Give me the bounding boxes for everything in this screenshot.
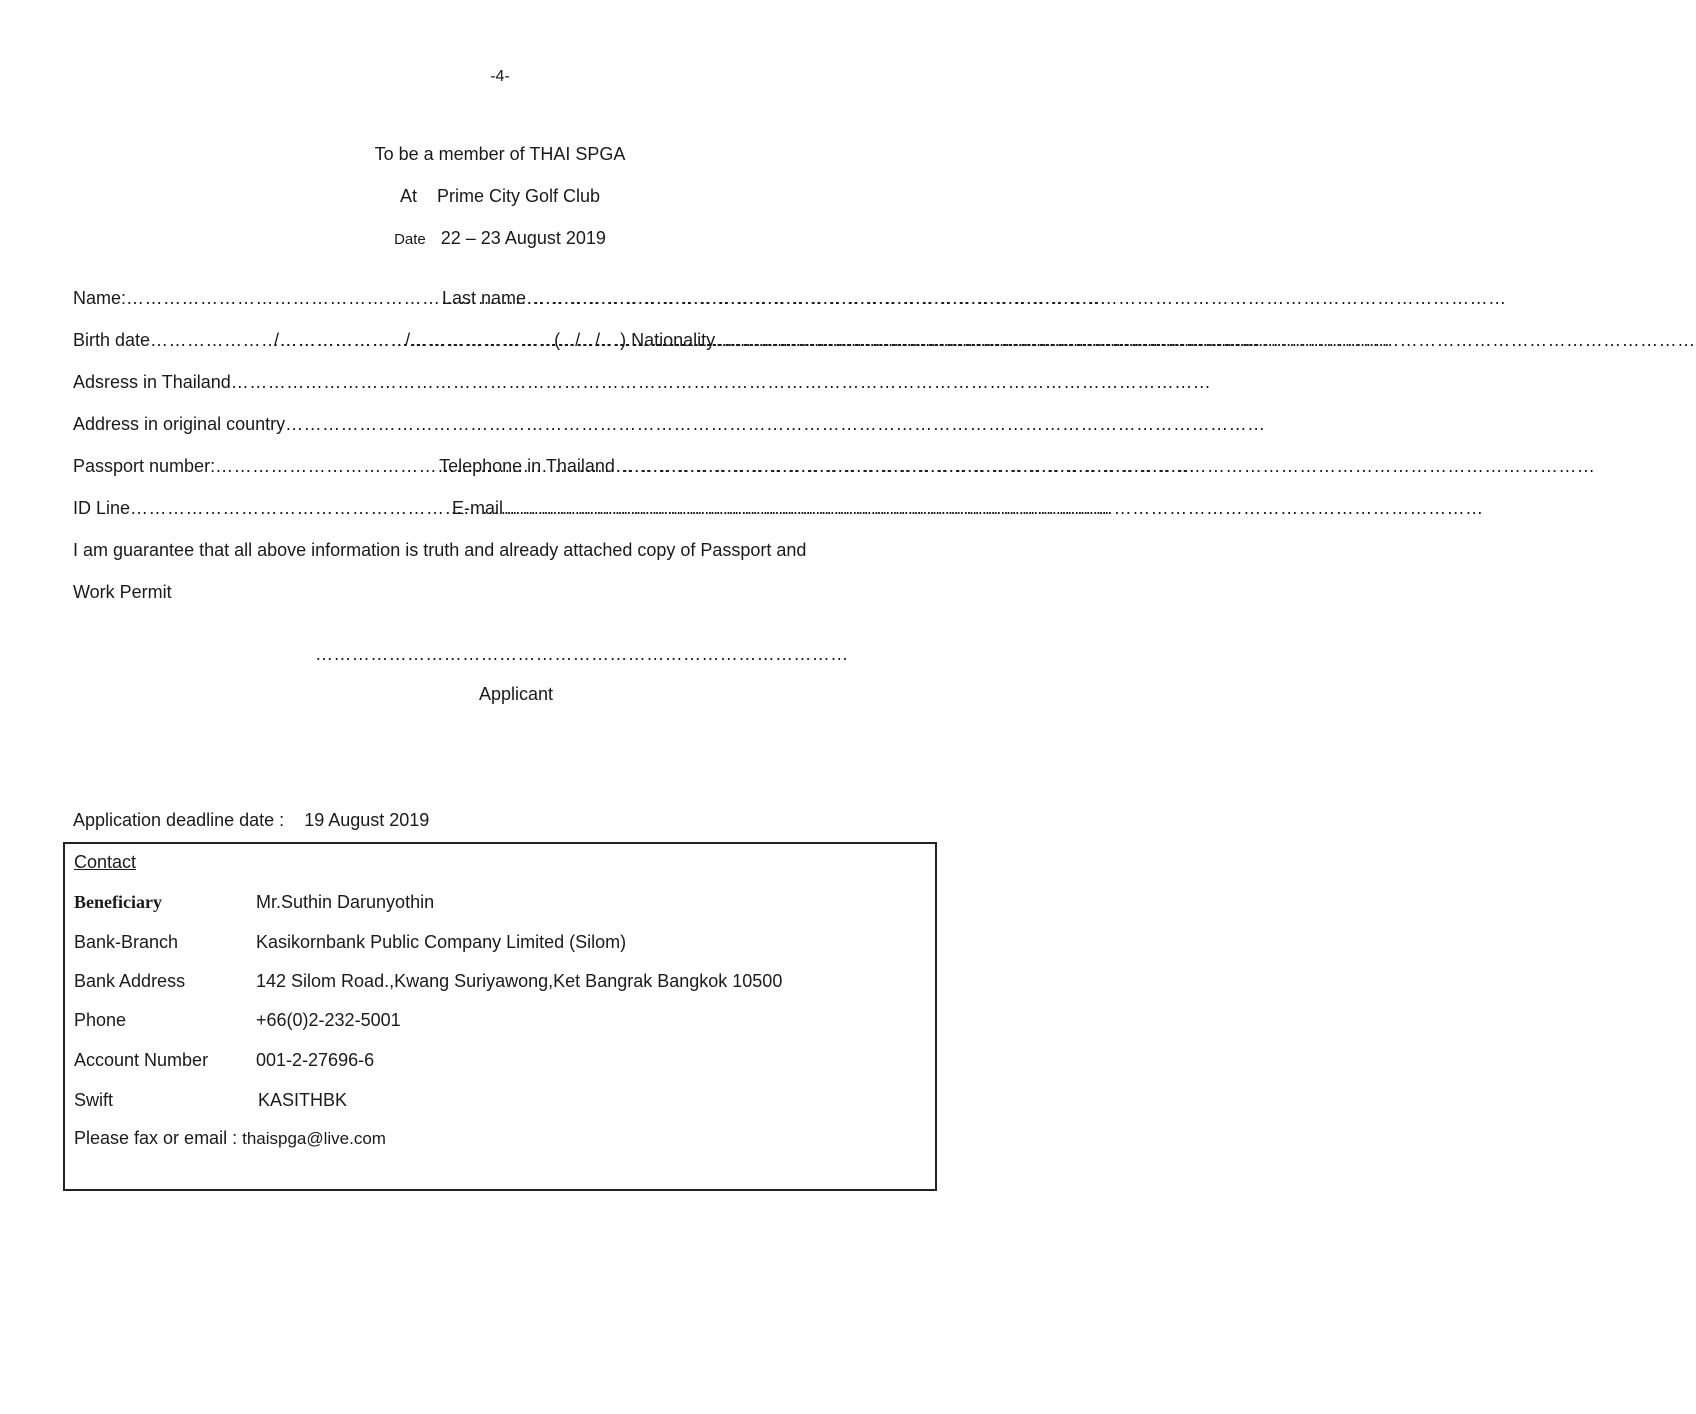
birth-sep-1: / [274,330,280,350]
bank-address-label: Bank Address [74,971,186,991]
birth-month-field[interactable] [279,330,405,351]
applicant-label: Applicant [479,684,554,704]
contact-row-swift [74,1090,347,1114]
beneficiary-value: Mr.Suthin Darunyothin [256,892,435,912]
page-number: -4- [490,68,510,85]
signature-line[interactable]: …………………………………………………………………………… [315,644,849,664]
name-label: Name: [73,288,127,308]
telephone-field[interactable] [615,456,883,477]
contact-row-account-number [74,1050,374,1074]
birth-sep-2: / [405,330,411,350]
deadline-row [73,810,429,831]
form-row-name [73,288,929,314]
birth-date-label: Birth date [73,330,151,350]
bank-address-value: 142 Silom Road.,Kwang Suriyawong,Ket Bangrak Bangkok 10500 [256,971,783,991]
header-title: To be a member of THAI SPGA [374,144,626,164]
bank-branch-label: Bank-Branch [74,932,179,952]
header-date-value: 22 – 23 August 2019 [440,228,606,248]
address-original-label: Address in original country [73,414,286,434]
address-thailand-label: Adsress in Thailand [73,372,231,392]
header-venue-value: Prime City Golf Club [436,186,601,206]
deadline-value: 19 August 2019 [304,810,430,830]
swift-label: Swift [74,1090,114,1110]
form-row-address-original [73,414,929,440]
swift-value: KASITHBK [258,1090,348,1110]
name-field[interactable] [126,288,442,309]
account-number-label: Account Number [74,1050,209,1070]
passport-field[interactable] [215,456,439,477]
form-row-address-thailand [73,372,929,398]
form-row-id-line [73,498,929,524]
address-thailand-field[interactable] [231,372,913,393]
contact-row-beneficiary [74,892,434,916]
contact-box [63,842,937,1191]
form-row-birth [73,330,929,356]
birth-year-field[interactable] [410,330,554,351]
nationality-field[interactable] [715,330,875,351]
phone-label: Phone [74,1010,127,1030]
header-date-prefix: Date [394,231,426,248]
contact-title: Contact [74,852,137,872]
passport-label: Passport number: [73,456,216,476]
id-line-label: ID Line [73,498,131,518]
deadline-label: Application deadline date : [73,810,285,830]
contact-row-bank-branch [74,932,626,956]
last-name-field[interactable] [526,288,916,309]
contact-row-bank-address [74,971,782,995]
nationality-label: Nationality [631,330,716,350]
bank-branch-value: Kasikornbank Public Company Limited (Silom) [256,932,627,952]
email-field[interactable] [503,498,913,519]
address-original-field[interactable] [285,414,899,435]
guarantee-line-2: Work Permit [73,582,172,602]
telephone-label: Telephone in Thailand [439,456,615,476]
header-venue [0,186,1000,207]
contact-row-fax-email [74,1128,386,1152]
contact-row-phone [74,1010,401,1034]
header-date [0,228,1000,249]
guarantee-line-1: I am guarantee that all above information is truth and already attached copy of Passport and [73,540,807,560]
fax-email-label: Please fax or email : [74,1128,238,1148]
header-venue-prefix: At [399,186,417,206]
beneficiary-label: Beneficiary [74,892,162,912]
email-label: E-mail [452,498,504,518]
fax-email-link[interactable]: thaispga@live.com [242,1129,386,1148]
phone-value: +66(0)2-232-5001 [256,1010,401,1030]
birth-paren: ( / / ) [554,330,627,350]
form-row-passport [73,456,929,482]
id-line-field[interactable] [130,498,452,519]
last-name-label: Last name [442,288,527,308]
account-number-value: 001-2-27696-6 [256,1050,375,1070]
birth-day-field[interactable] [150,330,274,351]
